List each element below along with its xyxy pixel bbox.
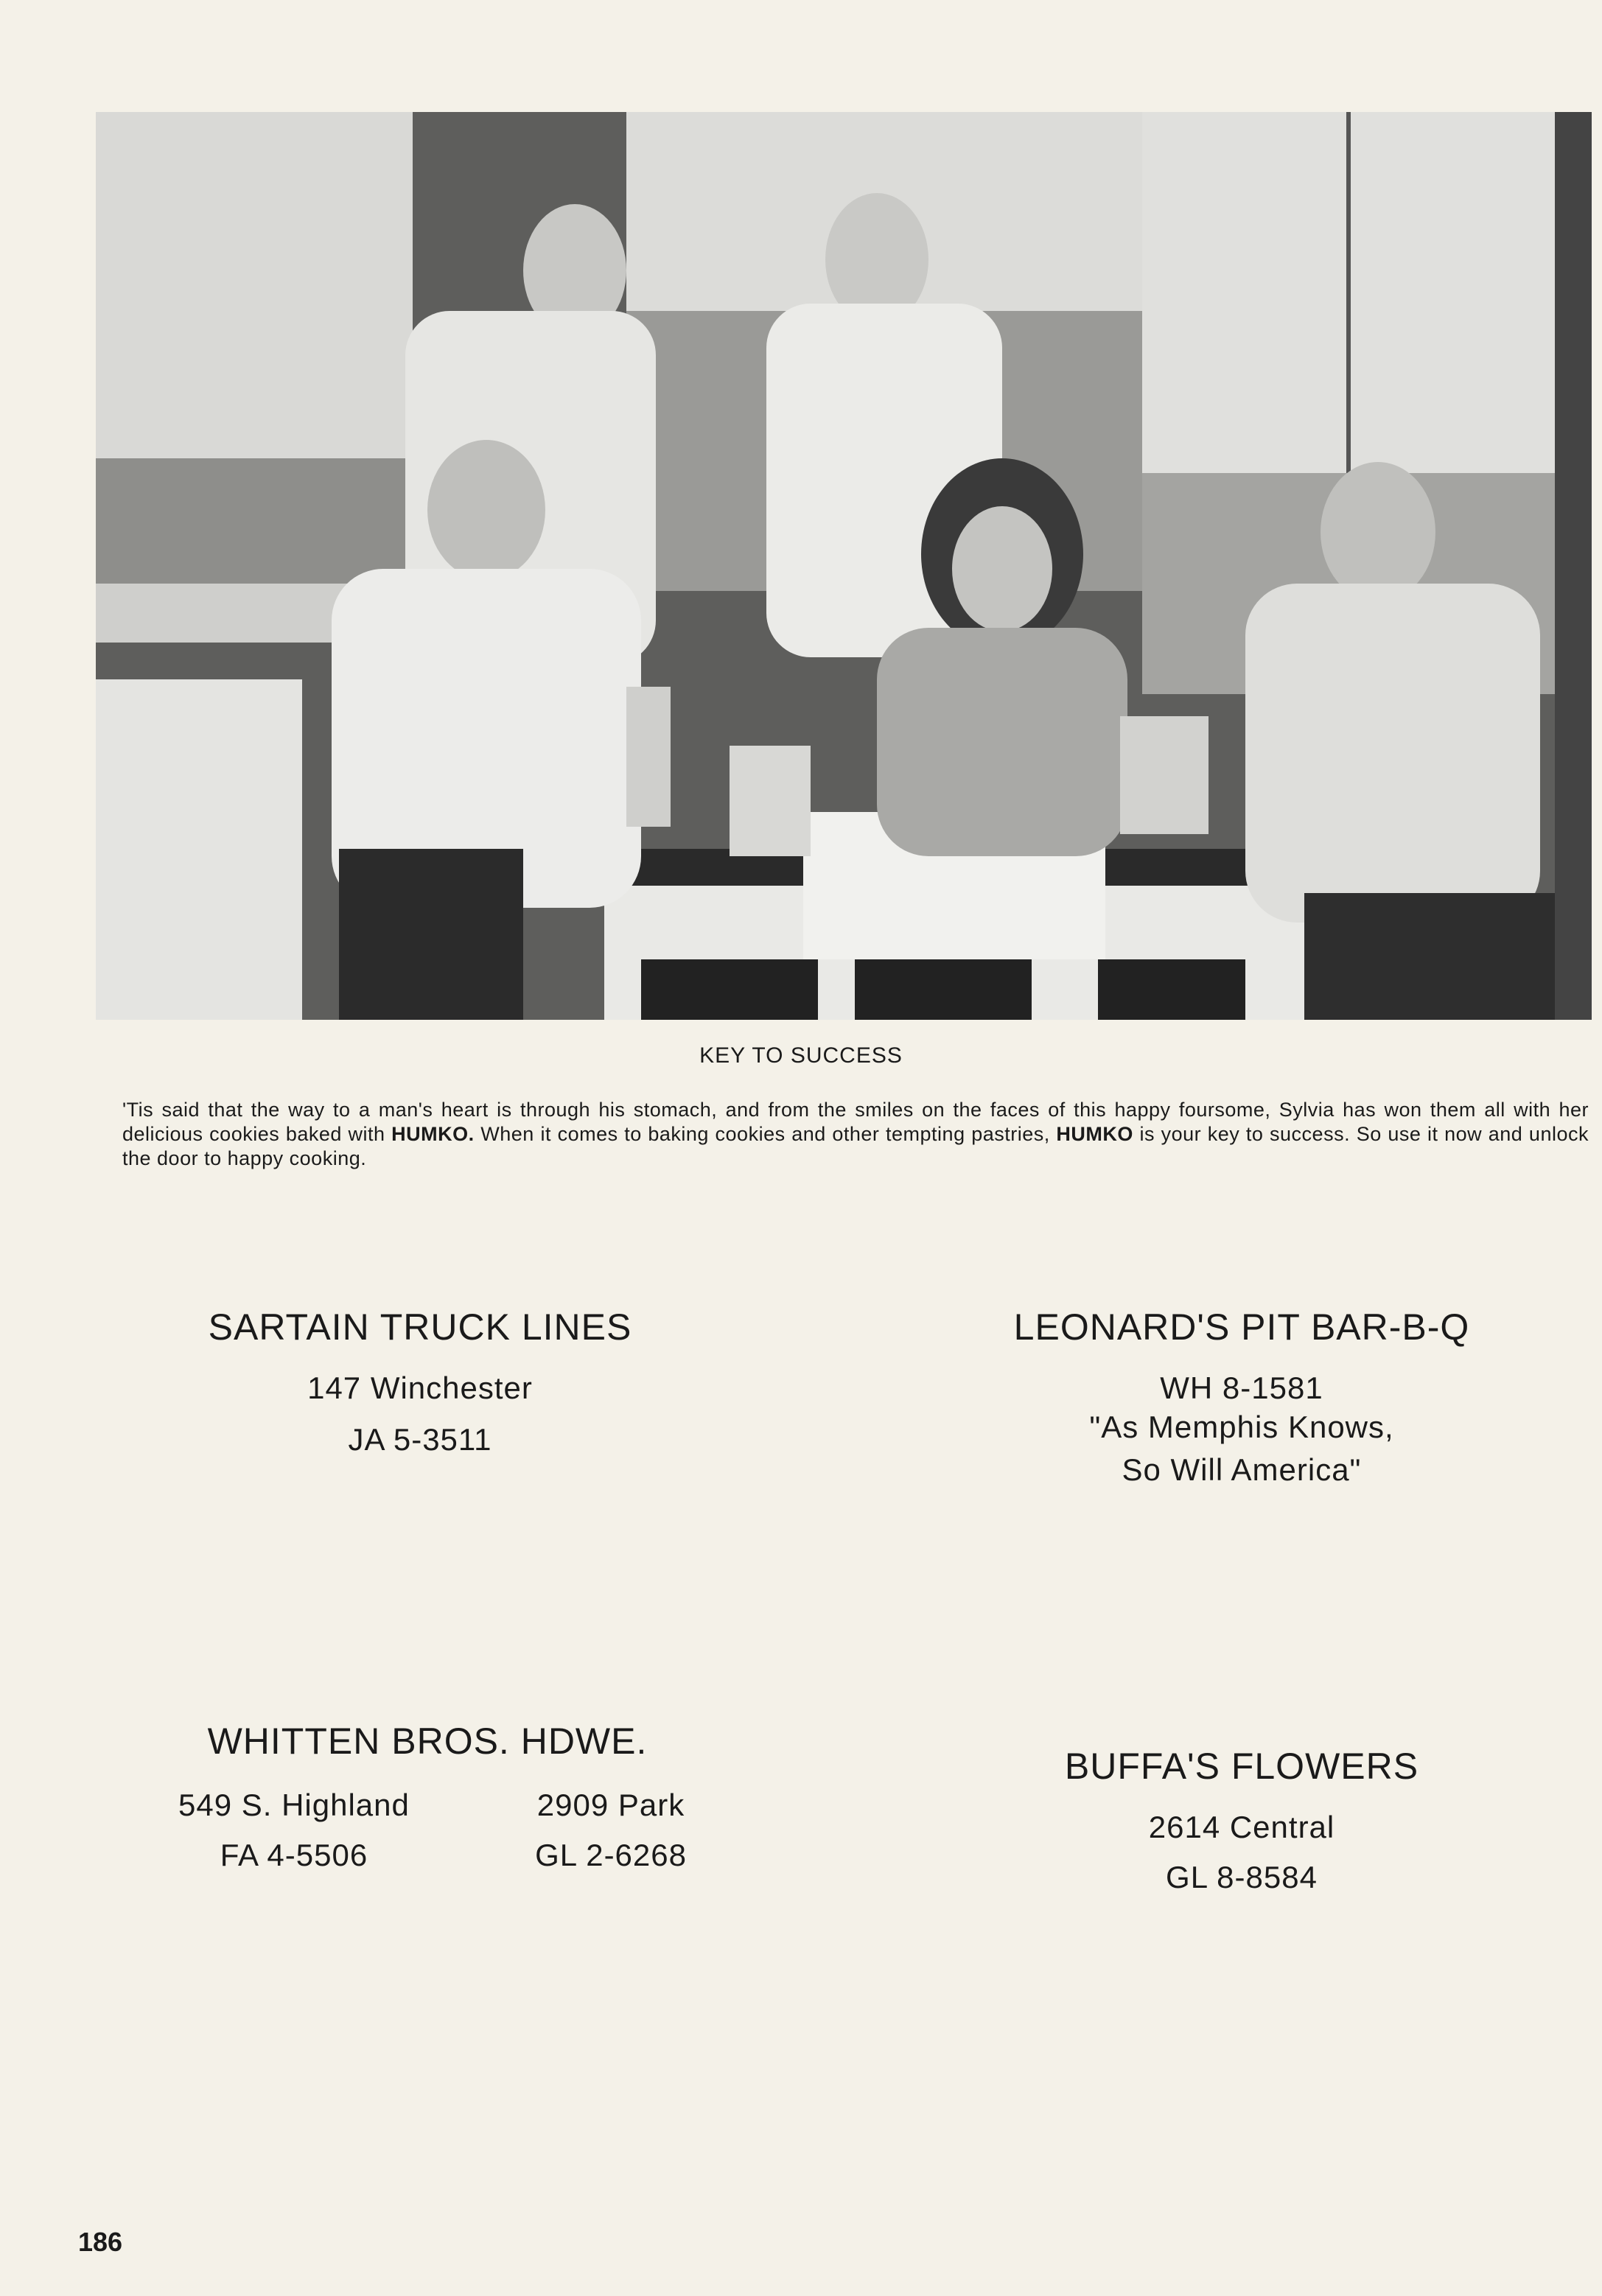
ad-name: BUFFA'S FLOWERS [1064,1746,1419,1787]
ad-address: 2909 Park [536,1788,685,1822]
ad-address: 2614 Central [1148,1810,1335,1844]
ad-name: SARTAIN TRUCK LINES [208,1306,632,1348]
kitchen-photo [96,112,1592,1020]
ad-name: WHITTEN BROS. HDWE. [207,1721,648,1762]
ad-address: 549 S. Highland [178,1788,410,1822]
brand-humko-2: HUMKO [1056,1123,1133,1145]
ad-phone: GL 2-6268 [535,1838,687,1872]
caption-part-2: When it comes to baking cookies and other tempting pastries, [474,1123,1057,1145]
ad-name: LEONARD'S PIT BAR-B-Q [1013,1306,1470,1348]
ad-leonards-pit-bar-b-q [980,1306,1503,1491]
ad-phone: JA 5-3511 [348,1422,492,1457]
ad-location-left [178,1788,410,1873]
caption-title: KEY TO SUCCESS [699,1043,903,1068]
caption-part-3: is your key to success. So use it now and unlock the door to happy cooking. [122,1123,1589,1169]
photo-icon [96,112,1592,1020]
ad-phone: GL 8-8584 [1166,1860,1318,1894]
ad-slogan-line-1: "As Memphis Knows, [1089,1410,1394,1444]
ad-sartain-truck-lines [162,1306,678,1457]
ad-whitten-bros-hdwe [147,1720,707,1873]
page-number: 186 [78,2227,123,2257]
ad-locations [147,1788,707,1873]
ad-address: 147 Winchester [307,1371,533,1405]
caption-text [122,1098,1589,1171]
brand-humko-1: HUMKO. [391,1123,475,1145]
ad-phone: WH 8-1581 [1160,1371,1323,1405]
ad-location-right [535,1788,687,1873]
caption-part-1: 'Tis said that the way to a man's heart is through his stomach, and from the smiles on the faces of this happy foursome, Sylvia has won them all with her delicious cookies baked with [122,1099,1589,1145]
ad-phone: FA 4-5506 [220,1838,368,1872]
ad-slogan-line-2: So Will America" [1122,1452,1362,1487]
ad-buffas-flowers [1017,1745,1466,1895]
